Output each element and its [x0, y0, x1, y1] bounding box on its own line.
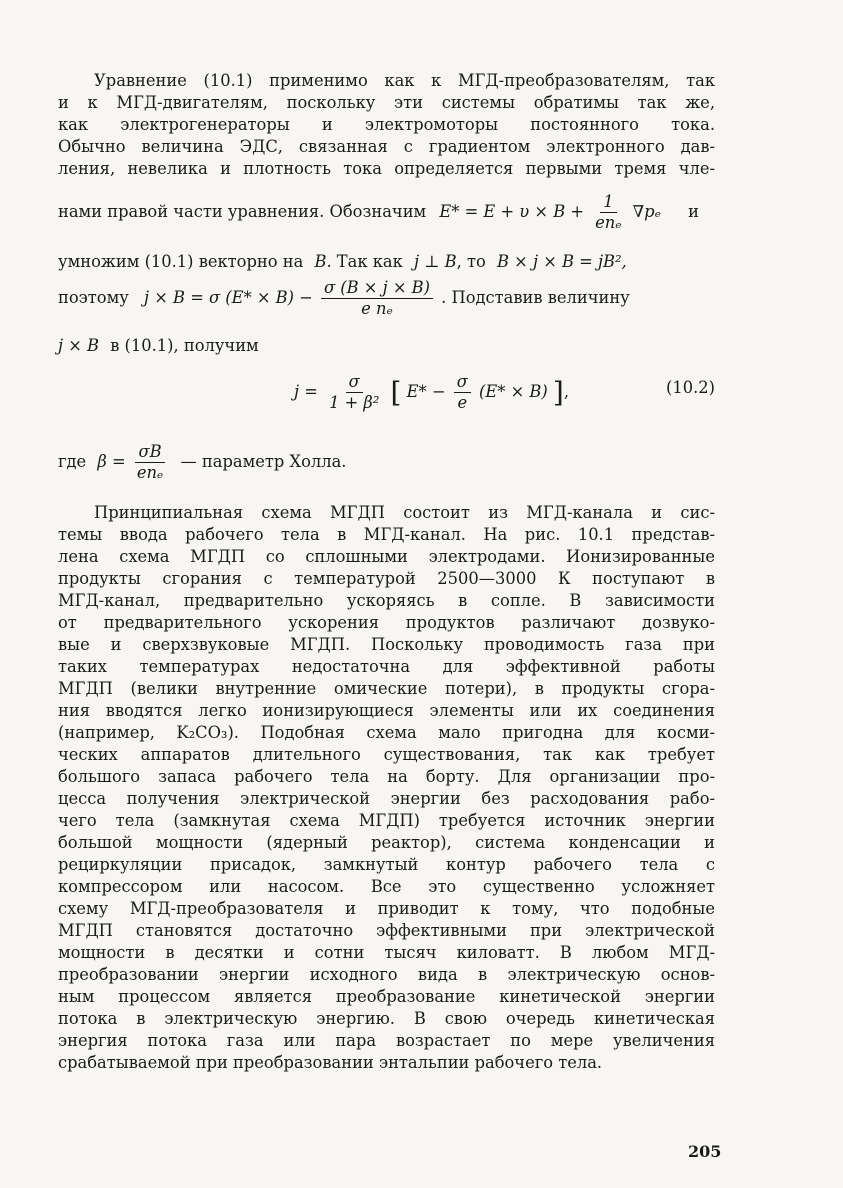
text-line: компрессором или насосом. Все это существенно усложняет: [58, 877, 715, 896]
paragraph-intro: [58, 70, 715, 180]
fraction-numerator: σ: [454, 372, 471, 393]
text-fragment: — параметр Холла.: [180, 452, 347, 471]
text-line: от предварительного ускорения продуктов различают дозвуко-: [58, 613, 715, 632]
fraction-one-over-ene: [592, 192, 624, 233]
text-line: рециркуляции присадок, замкнутый контур рабочего тела с: [58, 855, 715, 874]
text-line: таких температурах недостаточна для эффективной работы: [58, 657, 715, 676]
text-line: ным процессом является преобразование кинетической энергии: [58, 987, 715, 1006]
equation-inner-a: E* −: [406, 382, 446, 401]
text-line: большой мощности (ядерный реактор), система конденсации и: [58, 833, 715, 852]
text-fragment: поэтому: [58, 288, 129, 307]
text-line: МГДП (велики внутренние омические потери), в продукты сгора-: [58, 679, 715, 698]
text-fragment: где: [58, 452, 87, 471]
formula-jxb-lhs: j × B = σ (E* × B) −: [144, 288, 313, 307]
page-number: 205: [688, 1142, 722, 1161]
text-line: срабатываемой при преобразовании энтальпии рабочего тела.: [58, 1053, 603, 1072]
text-fragment: умножим (10.1) векторно на: [58, 252, 304, 271]
formula-line-hall: [58, 442, 715, 483]
text-fragment: . Так как: [326, 252, 403, 271]
text-line: цесса получения электрической энергии без расходования рабо-: [58, 789, 715, 808]
text-line: потока в электрическую энергию. В свою очередь кинетическая: [58, 1009, 715, 1028]
fraction-numerator: 1: [600, 192, 616, 213]
formula-grad-pe: ∇pₑ: [632, 202, 661, 221]
equation-body: [294, 372, 569, 413]
text-line: как электрогенераторы и электромоторы постоянного тока.: [58, 115, 715, 134]
paragraph-mhd-scheme: [58, 502, 715, 1074]
text-line: вые и сверхзвуковые МГДП. Поскольку проводимость газа при: [58, 635, 715, 654]
text-line: продукты сгорания с температурой 2500—3000 К поступают в: [58, 569, 715, 588]
text-fragment: и: [688, 202, 699, 221]
formula-line-e-star: [58, 192, 715, 233]
text-line: мощности в десятки и сотни тысяч киловатт. В любом МГД-: [58, 943, 715, 962]
left-bracket: [: [390, 376, 402, 409]
formula-jxb: j × B: [58, 336, 100, 355]
text-line: ческих аппаратов длительного существования, так как требует: [58, 745, 715, 764]
fraction-numerator: σB: [135, 442, 164, 463]
text-fragment: нами правой части уравнения. Обозначим: [58, 202, 427, 221]
text-line: (например, K₂CO₃). Подобная схема мало пригодна для косми-: [58, 723, 715, 742]
text-line: и к МГД-двигателям, поскольку эти системы обратимы так же,: [58, 93, 715, 112]
text-line: темы ввода рабочего тела в МГД-канал. На рис. 10.1 представ-: [58, 525, 715, 544]
fraction-numerator: σ: [346, 372, 363, 393]
formula-e-star-lhs: E* = E + υ × B +: [439, 202, 584, 221]
fraction-sigma-bjb: [321, 278, 433, 319]
text-line: лена схема МГДП со сплошными электродами. Ионизированные: [58, 547, 715, 566]
text-line: Обычно величина ЭДС, связанная с градиентом электронного дав-: [58, 137, 715, 156]
fraction-denominator: enₑ: [136, 463, 164, 482]
fraction-numerator: σ (B × j × B): [321, 278, 433, 299]
text-line: чего тела (замкнутая схема МГДП) требуется источник энергии: [58, 811, 715, 830]
equation-comma: ,: [563, 382, 570, 401]
text-fragment: , то: [456, 252, 486, 271]
text-line: Уравнение (10.1) применимо как к МГД-преобразователям, так: [94, 71, 715, 90]
text-fragment: в (10.1), получим: [110, 336, 259, 355]
formula-b: B: [314, 252, 327, 271]
fraction-sigma-over-e: [454, 372, 471, 413]
text-line: ления, невелика и плотность тока определяется первыми тремя чле-: [58, 159, 715, 178]
formula-beta-lhs: β =: [97, 452, 126, 471]
formula-line-identity: [58, 252, 715, 271]
text-line: схему МГД-преобразователя и приводит к тому, что подобные: [58, 899, 715, 918]
formula-line-jxb: [58, 278, 715, 319]
equation-number: (10.2): [666, 378, 715, 397]
fraction-sigma-over-beta: [326, 372, 382, 413]
fraction-denominator: 1 + β²: [329, 393, 380, 412]
text-line: ния вводятся легко ионизирующиеся элементы или их соединения: [58, 701, 715, 720]
text-line: МГДП становятся достаточно эффективными при электрической: [58, 921, 715, 940]
text-line: Принципиальная схема МГДП состоит из МГД-канала и сис-: [94, 503, 715, 522]
text-line: МГД-канал, предварительно ускоряясь в сопле. В зависимости: [58, 591, 715, 610]
fraction-denominator: e nₑ: [361, 299, 393, 318]
formula-perp: j ⊥ B: [413, 252, 457, 271]
fraction-sigma-b: [134, 442, 166, 483]
equation-lhs: j =: [294, 382, 318, 401]
formula-identity: B × j × B = jB²,: [497, 252, 627, 271]
equation-inner-b: (E* × B): [479, 382, 548, 401]
text-line: преобразовании энергии исходного вида в электрическую основ-: [58, 965, 715, 984]
right-bracket: ]: [552, 376, 564, 409]
text-line: энергия потока газа или пара возрастает по мере увеличения: [58, 1031, 715, 1050]
fraction-denominator: enₑ: [595, 213, 622, 232]
equation-10-2: [58, 372, 715, 428]
text-line: большого запаса рабочего тела на борту. Для организации про-: [58, 767, 715, 786]
text-line-obtain: [58, 336, 715, 355]
fraction-denominator: e: [457, 393, 468, 412]
text-fragment: . Подставив величину: [441, 288, 630, 307]
